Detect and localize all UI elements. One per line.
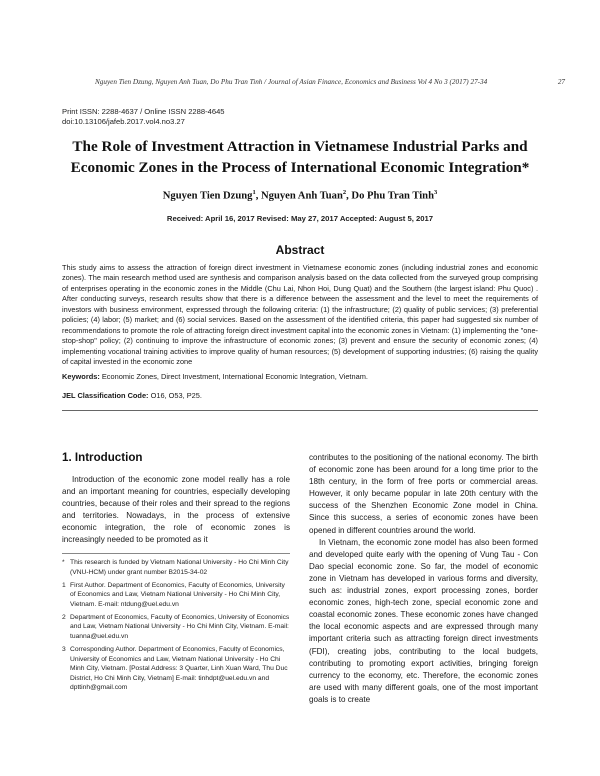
footnote-text: First Author. Department of Economics, Faculty of Economics, University of Economics and Law, Vietnam National University - Ho Chi Minh City, Vietnam. E-mail: ntdung@uel.edu.vn	[70, 581, 285, 608]
footnote-text: Corresponding Author. Department of Economics, Faculty of Economics, University of Economics and Law, Vietnam National University - Ho Chi Minh City, Vietnam. [Postal Address: 3 Quarter, Linh Xuan Ward, Thu Duc District, Ho Chi Minh City, Vietnam] E-mail: tinhdpt@uel.edu.vn and dpttinh@gmail.com	[70, 645, 288, 692]
running-head	[95, 78, 565, 86]
intro-paragraph-1: Introduction of the economic zone model really has a role and an important meaning for countries, especially developing countries, because of their roles and their spread to the regions and territories. Nowadays, in the process of extensive economic integration, the role of economic zones is increasingly needed to be promoted as it	[62, 475, 290, 545]
footnote-text: This research is funded by Vietnam National University - Ho Chi Minh City (VNU-HCM) under grant number B2015-34-02	[70, 559, 289, 576]
jel-value: O16, O53, P25.	[150, 391, 202, 400]
footnotes	[62, 558, 290, 696]
footnote-mark: *	[62, 559, 65, 566]
footnote	[62, 645, 290, 693]
footnote-mark: 1	[62, 581, 66, 589]
footnote	[62, 581, 290, 610]
footnote	[62, 613, 290, 642]
introduction-heading: 1. Introduction	[62, 451, 143, 464]
author-1-mark: 1	[252, 189, 256, 196]
left-column	[62, 474, 290, 547]
author-1: Nguyen Tien Dzung	[162, 190, 253, 202]
author-separator: ,	[346, 190, 352, 202]
title-line-2: Economic Zones in the Process of International Economic Integration*	[70, 159, 530, 176]
author-3-mark: 3	[433, 189, 438, 196]
author-2: Nguyen Anh Tuan	[261, 190, 343, 202]
jel-line	[62, 391, 538, 400]
running-head-text: Nguyen Tien Dzung, Nguyen Anh Tuan, Do Phu Tran Tinh / Journal of Asian Finance, Economics and Business Vol 4 No 3 (2017) 27-34	[95, 78, 488, 86]
author-list	[40, 189, 560, 202]
abstract-body: This study aims to assess the attraction of foreign direct investment in Vietnamese economic zones (including industrial zones and economic zones). The main research method used are synthesis and comparison analysis based on the data collected from the surveyed group comprising of enterprises operating in the economic zones in the Middle (Chu Lai, Nhon Hoi, Dung Quat) and the Southern (the largest island: Phu Quoc) . After conducting surveys, research results show that there is a difference between the assessment and the level to meet the requirements of investors with business environment, expressed through the following criteria: (1) the infrastructure; (2) quality of public services; (3) preferential policies; (4) labor; (5) market; and (6) social services. Based on the assessment of the identified criteria, this paper had suggested six number of recommendations to promote the role of attracting foreign direct investment capital into the economic zones in Vietnam: (1) implementing the "one-stop-shop" policy; (2) continuing to improve the infrastructure of economic zones; (3) prevent and ensure the security of economic zones; (4) implementing vocational training activities to improve quality of human resources; (5) development of supporting industries; (6) raising the quality of capital invested in the economic zone	[62, 263, 538, 367]
keywords-line	[62, 372, 538, 381]
footnote-mark: 3	[62, 645, 66, 653]
intro-paragraph-3: In Vietnam, the economic zone model has also been formed and developed quite early with the opening of Vung Tau - Con Dao special economic zone. So far, the model of economic zone in Vietnam has developed in various forms and diversity, such as: industrial zones, export processing zones, border economic zones, high-tech zone, special economic zone and coastal economic zones. These economic zones have changed the local economic aspects and are expressed through many important criteria such as attracting foreign direct investments (FDI), creating jobs, contributing to the local budgets, contributing to promoting export activities, bringing foreign currency to the economy, etc. Therefore, the economic zones are used with many different goals, one of the most important goals is to create	[309, 537, 538, 704]
title-line-1: The Role of Investment Attraction in Vietnamese Industrial Parks and	[72, 138, 528, 155]
footnote-text: Department of Economics, Faculty of Economics, University of Economics and Law, Vietnam National University - Ho Chi Minh City, Vietnam. E-mail: tuanna@uel.edu.vn	[70, 613, 290, 640]
paper-title	[40, 136, 560, 178]
footnote-divider	[62, 553, 290, 554]
issn-block	[62, 107, 225, 127]
page-number: 27	[557, 78, 565, 86]
abstract-heading: Abstract	[275, 243, 325, 257]
footnote	[62, 558, 290, 577]
author-3: Do Phu Tran Tinh	[351, 190, 434, 202]
doi-line: doi:10.13106/jafeb.2017.vol4.no3.27	[62, 117, 185, 126]
keywords-label: Keywords:	[62, 372, 100, 381]
author-separator: ,	[255, 190, 262, 202]
submission-dates: Received: April 16, 2017 Revised: May 27, 2017 Accepted: August 5, 2017	[166, 214, 434, 223]
intro-paragraph-2: contributes to the positioning of the national economy. The birth of economic zone has been around for a long time prior to the 18th century, in the form of free ports or commercial areas. However, it only became popular in late 20th century with the success of the Shenzhen Economic Zone model in China. Since this success, a series of economic zones have been opened in different countries around the world.	[309, 453, 538, 535]
footnote-mark: 2	[62, 613, 66, 621]
keywords-value: Economic Zones, Direct Investment, International Economic Integration, Vietnam.	[101, 372, 368, 381]
issn-line: Print ISSN: 2288-4637 / Online ISSN 2288-4645	[62, 107, 225, 116]
right-column	[309, 452, 538, 706]
author-2-mark: 2	[342, 189, 347, 196]
section-divider	[62, 410, 538, 411]
jel-label: JEL Classification Code:	[62, 391, 149, 400]
